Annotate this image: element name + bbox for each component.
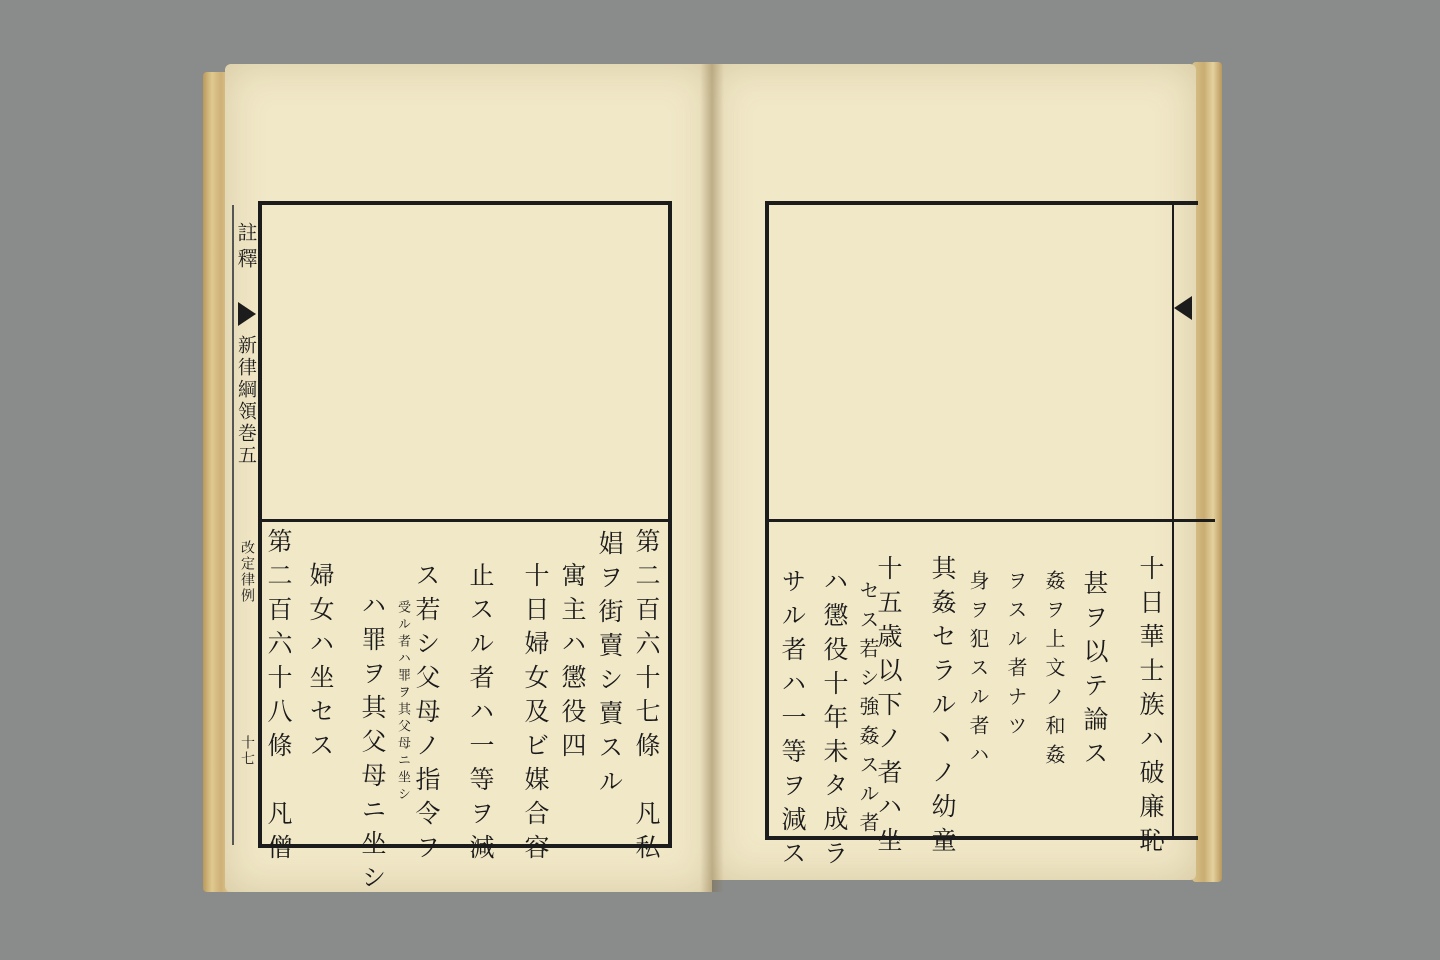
text-column: 甚ヲ以テ論ス <box>1080 570 1109 774</box>
margin-page-number: 十七 <box>239 735 255 767</box>
text-column: 婦女ハ坐セス <box>306 562 335 766</box>
right-fish-tail-mark <box>1174 296 1192 320</box>
text-column: 止スル者ハ一等ヲ減 <box>466 562 495 868</box>
text-column: 姦ヲ上文ノ和姦 <box>1042 570 1066 773</box>
right-frame-divider <box>765 519 1215 522</box>
text-column: 娼ヲ街賣シ賣スル <box>595 530 624 802</box>
left-fish-tail-mark <box>238 302 256 326</box>
margin-book-title: 新律綱領巻五 <box>235 335 257 467</box>
text-column: セス若シ強姦スル者 <box>856 580 880 841</box>
text-column: 十五歳以下ノ者ハ坐 <box>874 555 903 861</box>
text-column: 第二百六十八條 凡僧 <box>264 528 293 868</box>
text-column: ス若シ父母ノ指令ヲ <box>412 562 441 868</box>
text-column: 第二百六十七條 凡私 <box>632 528 661 868</box>
text-column: 十日華士族ハ破廉恥 <box>1136 555 1165 861</box>
text-column: 寓主ハ懲役四 <box>558 562 587 766</box>
book-gutter <box>700 64 724 892</box>
text-column: ヲスル者ナツ <box>1004 570 1028 744</box>
left-frame-divider <box>258 519 672 522</box>
left-margin-rule <box>232 205 234 845</box>
text-column: サル者ハ一等ヲ減ス <box>778 568 807 874</box>
text-column: 受ル者ハ罪ヲ其父母ニ坐シ <box>395 600 410 804</box>
margin-title: 註釋 <box>234 222 258 274</box>
text-column: 十日婦女及ビ媒合容 <box>521 562 550 868</box>
text-column: ハ罪ヲ其父母ニ坐シ <box>358 592 387 898</box>
margin-subtitle: 改定律例 <box>239 540 255 604</box>
text-column: 其姦セラル丶ノ幼童 <box>928 555 957 861</box>
text-column: ハ懲役十年未タ成ラ <box>820 568 849 874</box>
text-column: 身ヲ犯スル者ハ <box>966 570 990 773</box>
